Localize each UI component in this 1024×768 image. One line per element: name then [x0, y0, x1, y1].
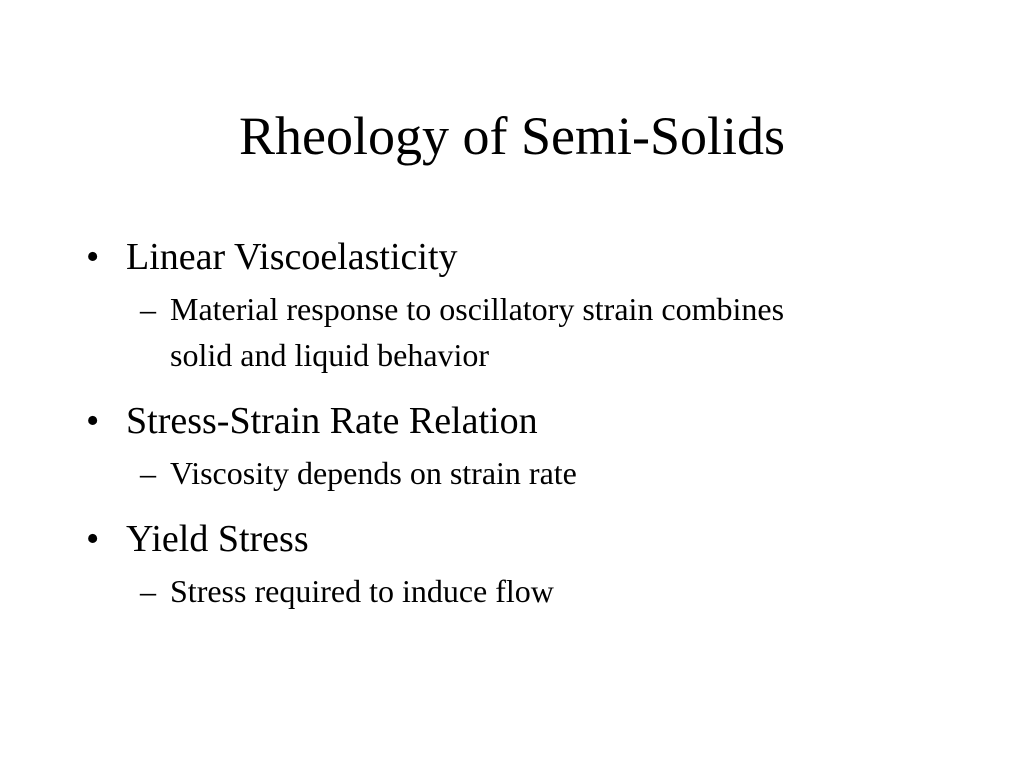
sub-bullet-text: Material response to oscillatory strain combines solid and liquid behavior	[170, 291, 785, 373]
sub-bullet-text: Viscosity depends on strain rate	[170, 455, 577, 491]
bullet-list	[86, 228, 966, 628]
bullet-marker: •	[86, 236, 100, 278]
bullet-text: Linear Viscoelasticity	[126, 236, 458, 278]
sub-bullet-list	[86, 286, 966, 378]
bullet-item-stress-strain-rate	[86, 392, 966, 450]
sub-bullet-text: Stress required to induce flow	[170, 573, 554, 609]
sub-bullet-marker: –	[140, 573, 156, 609]
sub-bullet-item	[86, 286, 966, 378]
bullet-marker: •	[86, 400, 100, 442]
sub-bullet-marker: –	[140, 291, 156, 327]
bullet-item-linear-viscoelasticity	[86, 228, 966, 286]
sub-bullet-item	[86, 568, 966, 614]
bullet-text: Yield Stress	[126, 518, 309, 560]
bullet-marker: •	[86, 518, 100, 560]
sub-bullet-list	[86, 450, 966, 496]
sub-bullet-marker: –	[140, 455, 156, 491]
sub-bullet-list	[86, 568, 966, 614]
slide-title: Rheology of Semi-Solids	[238, 106, 785, 166]
bullet-item-yield-stress	[86, 510, 966, 568]
sub-bullet-item	[86, 450, 966, 496]
bullet-text: Stress-Strain Rate Relation	[126, 400, 538, 442]
